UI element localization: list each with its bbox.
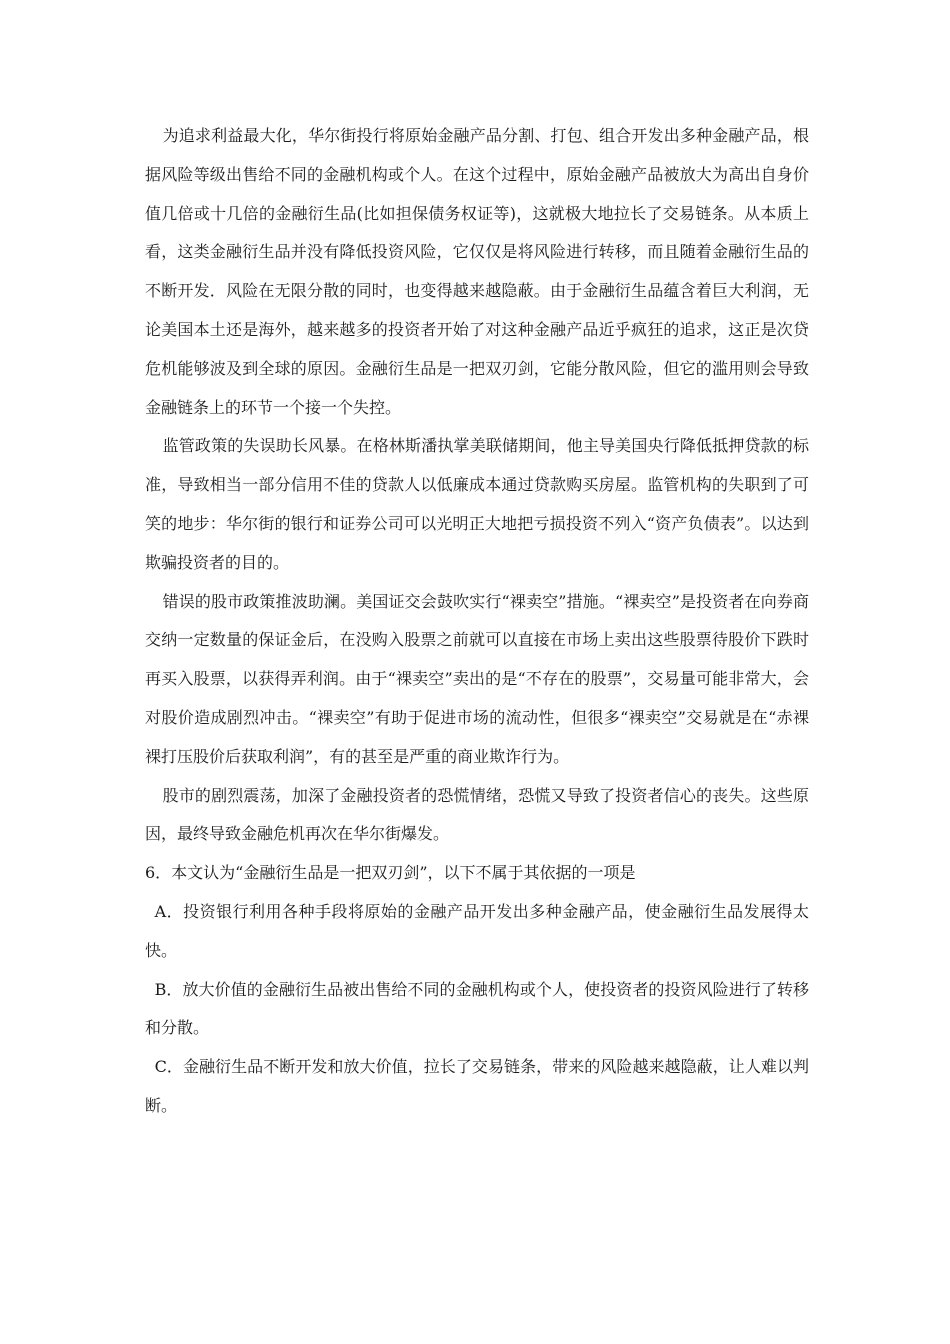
question-option-c: C．金融衍生品不断开发和放大价值，拉长了交易链条，带来的风险越来越隐蔽，让人难以判断。 <box>145 1057 809 1115</box>
paragraph-derivatives: 为追求利益最大化，华尔街投行将原始金融产品分割、打包、组合开发出多种金融产品，根据风险等级出售给不同的金融机构或个人。在这个过程中，原始金融产品被放大为高出自身价值几倍或十几倍的金融衍生品(比如担保债务权证等)，这就极大地拉长了交易链条。从本质上看，这类金融衍生品并没有降低投资风险，它仅仅是将风险进行转移，而且随着金融衍生品的不断开发．风险在无限分散的同时，也变得越来越隐蔽。由于金融衍生品蕴含着巨大利润，无论美国本土还是海外，越来越多的投资者开始了对这种金融产品近乎疯狂的追求，这正是次贷危机能够波及到全球的原因。金融衍生品是一把双刃剑，它能分散风险，但它的滥用则会导致金融链条上的环节一个接一个失控。 <box>145 126 809 417</box>
paragraph-stock-policy: 错误的股市政策推波助澜。美国证交会鼓吹实行“裸卖空”措施。“裸卖空”是投资者在向券商交纳一定数量的保证金后，在没购入股票之前就可以直接在市场上卖出这些股票待股价下跌时再买入股票，以获得弄利润。由于“裸卖空”卖出的是“不存在的股票”，交易量可能非常大，会对股价造成剧烈冲击。“裸卖空”有助于促进市场的流动性，但很多“裸卖空”交易就是在“赤裸裸打压股价后获取利润”，有的甚至是严重的商业欺诈行为。 <box>145 591 809 766</box>
paragraph-conclusion: 股市的剧烈震荡，加深了金融投资者的恐慌情绪，恐慌又导致了投资者信心的丧失。这些原因，最终导致金融危机再次在华尔街爆发。 <box>145 785 809 844</box>
question-option-a: A．投资银行利用各种手段将原始的金融产品开发出多种金融产品，使金融衍生品发展得太快。 <box>145 901 809 960</box>
question-stem: 6．本文认为“金融衍生品是一把双刃剑”，以下不属于其依据的一项是 <box>145 863 636 883</box>
question-option-b: B．放大价值的金融衍生品被出售给不同的金融机构或个人，使投资者的投资风险进行了转移和分散。 <box>145 979 809 1038</box>
paragraph-regulation: 监管政策的失误助长风暴。在格林斯潘执掌美联储期间，他主导美国央行降低抵押贷款的标准，导致相当一部分信用不佳的贷款人以低廉成本通过贷款购买房屋。监管机构的失职到了可笑的地步：华尔街的银行和证券公司可以光明正大地把亏损投资不列入“资产负债表”。以达到欺骗投资者的目的。 <box>145 436 809 572</box>
document-body <box>145 117 809 1126</box>
